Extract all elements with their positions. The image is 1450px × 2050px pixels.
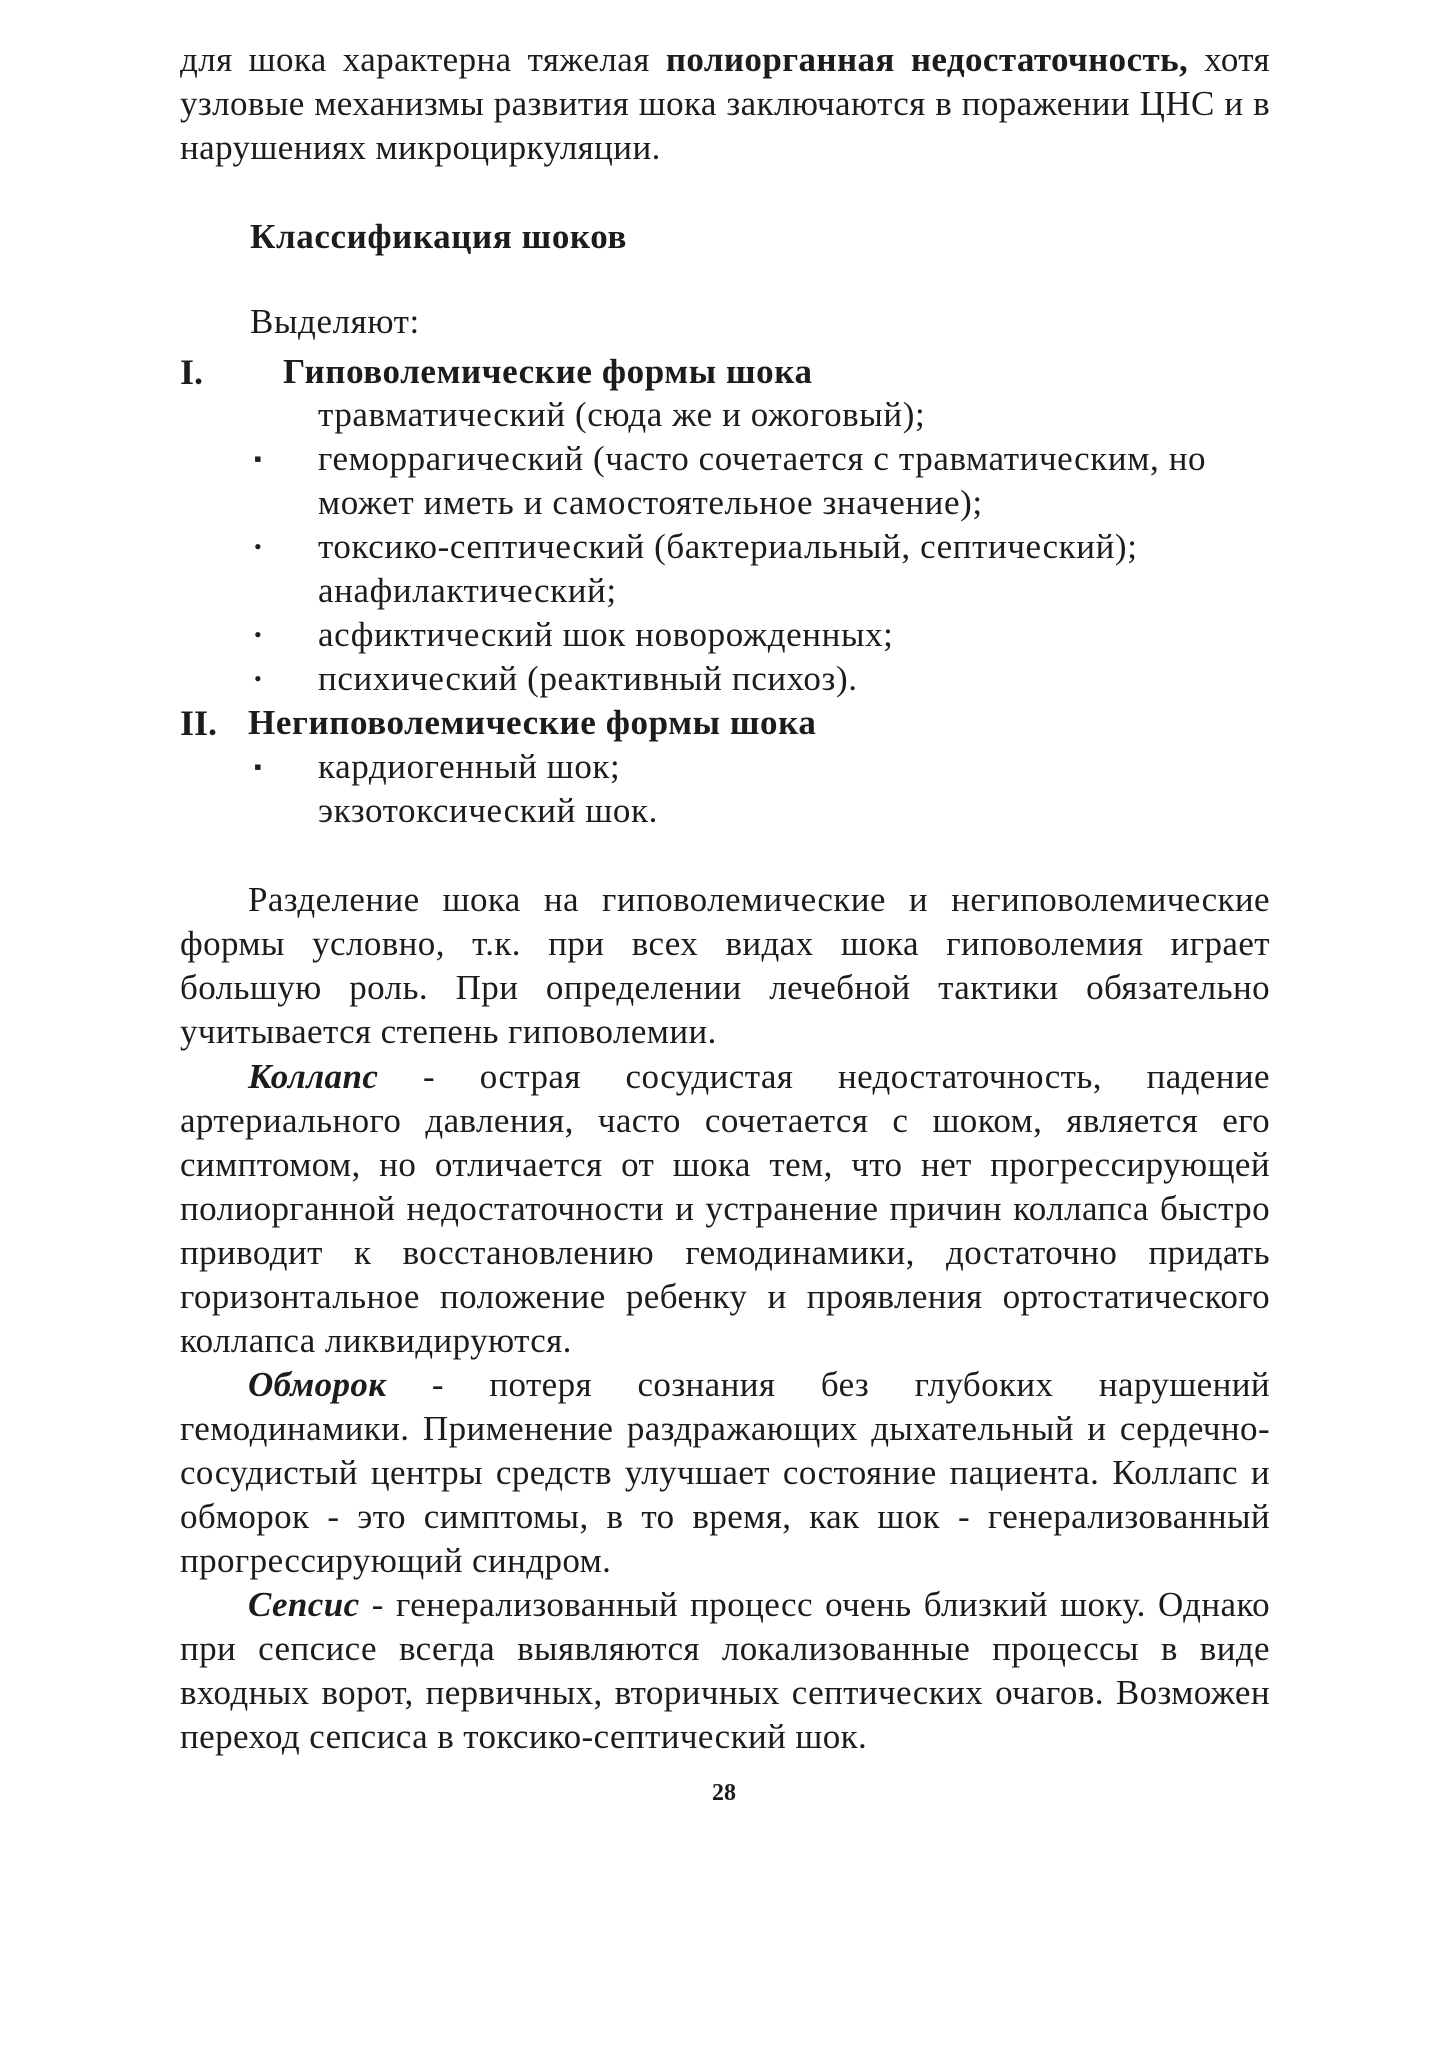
- collapse-term: Коллапс: [248, 1057, 379, 1096]
- syncope-term: Обморок: [248, 1365, 387, 1404]
- bullet-icon: •: [254, 666, 262, 691]
- list-item: токсико-септический (бактериальный, септический);: [318, 527, 1138, 566]
- bullet-icon: •: [254, 534, 262, 559]
- intro-text-start: для шока характерна тяжелая: [180, 40, 666, 79]
- intro-bold-term: полиорганная недостаточность,: [665, 40, 1189, 79]
- list-item: кардиогенный шок;: [318, 747, 621, 786]
- collapse-paragraph: [180, 1055, 1270, 1363]
- list-item: травматический (сюда же и ожоговый);: [318, 395, 926, 434]
- group-1-title: Гиповолемические формы шока: [283, 352, 813, 391]
- sepsis-paragraph: [180, 1583, 1270, 1759]
- sepsis-text: - генерализованный процесс очень близкий шоку. Однако при сепсисе всегда выявляются локализованные процессы в виде входных ворот, первичных, вторичных септических очагов. Возможен переход сепсиса в токсико-септический шок.: [180, 1585, 1270, 1756]
- list-item: асфиктический шок новорожденных;: [318, 615, 894, 654]
- list-item-continuation: может иметь и самостоятельное значение);: [318, 483, 983, 522]
- list-item: психический (реактивный психоз).: [318, 659, 858, 698]
- group-2-title: Негиповолемические формы шока: [248, 703, 817, 742]
- page-number: 28: [712, 1780, 736, 1806]
- bullet-icon: ▪: [254, 446, 262, 471]
- collapse-text: - острая сосудистая недостаточность, падение артериального давления, часто сочетается с шоком, является его симптомом, но отличается от шока тем, что нет прогрессирующей полиорганной недостаточности и устранение причин коллапса быстро приводит к восстановлению гемодинамики, достаточно придать горизонтальное положение ребенку и проявления ортостатического коллапса ликвидируются.: [180, 1057, 1270, 1360]
- bullet-icon: •: [254, 622, 262, 647]
- section-heading: Классификация шоков: [250, 217, 627, 256]
- group-1-number: I.: [180, 352, 204, 392]
- list-item: экзотоксический шок.: [318, 791, 658, 830]
- classification-lead: Выделяют:: [250, 302, 420, 341]
- bullet-icon: ▪: [254, 754, 262, 779]
- syncope-paragraph: [180, 1363, 1270, 1583]
- intro-text-end: хотя узловые механизмы развития шока заключаются в поражении ЦНС и в нарушениях микроциркуляции.: [180, 40, 1270, 167]
- intro-paragraph: [180, 38, 1270, 170]
- group-2-number: II.: [180, 703, 218, 743]
- list-item: геморрагический (часто сочетается с травматическим, но: [318, 439, 1207, 478]
- sepsis-term: Сепсис: [248, 1585, 360, 1624]
- syncope-text: - потеря сознания без глубоких нарушений гемодинамики. Применение раздражающих дыхательный и сердечно-сосудистый центры средств улучшает состояние пациента. Коллапс и обморок - это симптомы, в то время, как шок - генерализованный прогрессирующий синдром.: [180, 1365, 1270, 1580]
- list-item: анафилактический;: [318, 571, 617, 610]
- division-paragraph: Разделение шока на гиповолемические и негиповолемические формы условно, т.к. при всех видах шока гиповолемия играет большую роль. При определении лечебной тактики обязательно учитывается степень гиповолемии.: [180, 880, 1270, 1051]
